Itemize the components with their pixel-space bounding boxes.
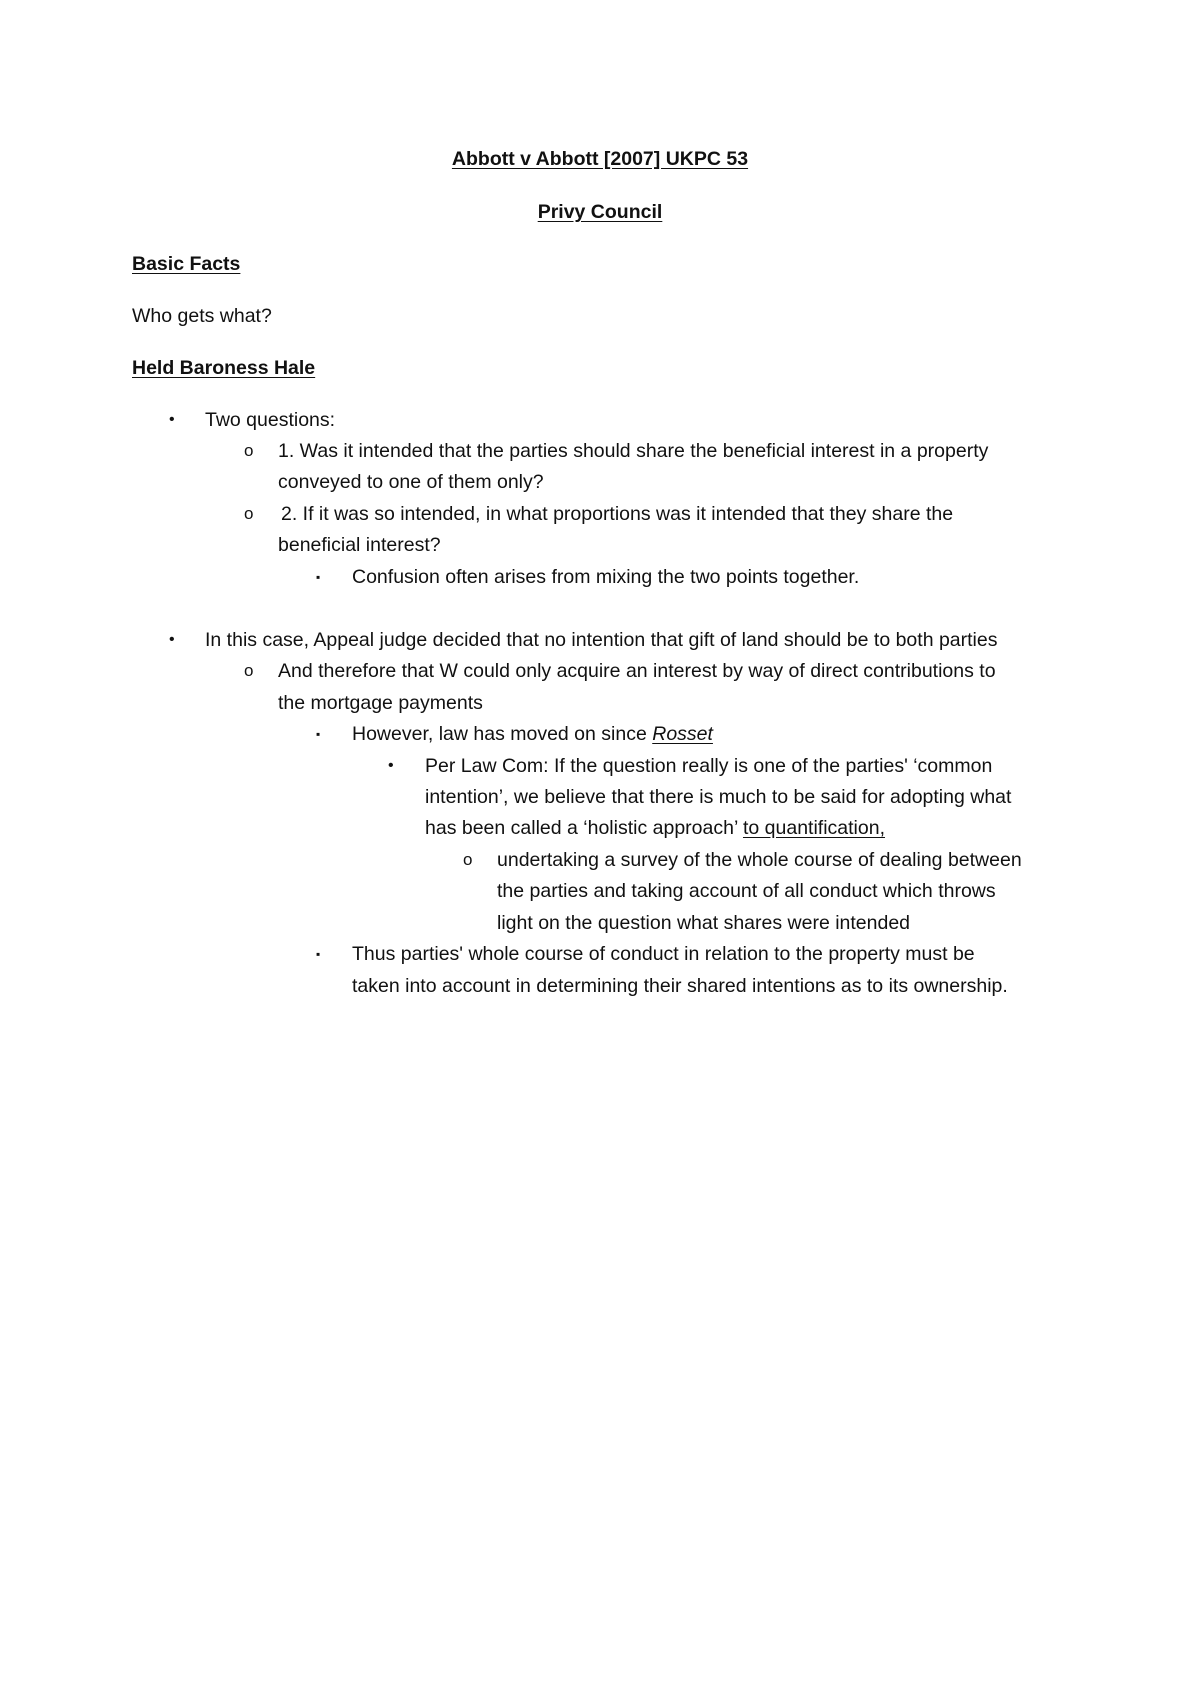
document-title: Abbott v Abbott [2007] UKPC 53 <box>451 148 749 170</box>
list-item-continuation: intention’, we believe that there is much to be said for adopting what <box>425 786 1012 808</box>
however-text: However, law has moved on since <box>352 723 653 745</box>
list-item-continuation <box>425 815 885 841</box>
list-item: 1. Was it intended that the parties should share the beneficial interest in a property <box>278 440 989 462</box>
bullet-marker: o <box>244 661 254 680</box>
facts-text: Who gets what? <box>132 305 272 327</box>
held-heading: Held Baroness Hale <box>132 357 316 379</box>
list-item-continuation: light on the question what shares were intended <box>497 912 911 934</box>
case-name-rosset: Rosset <box>652 723 713 745</box>
list-item: undertaking a survey of the whole course of dealing between <box>497 849 1022 871</box>
list-item: And therefore that W could only acquire an interest by way of direct contributions to <box>278 660 996 682</box>
bullet-marker: • <box>169 631 175 648</box>
bullet-marker: o <box>244 504 254 523</box>
bullet-marker: o <box>463 850 473 869</box>
list-item-continuation: the mortgage payments <box>278 692 483 714</box>
list-item: Confusion often arises from mixing the two points together. <box>352 566 860 588</box>
list-item: Two questions: <box>205 409 336 431</box>
bullet-marker: o <box>244 441 254 460</box>
document-subtitle: Privy Council <box>537 201 663 223</box>
bullet-marker: • <box>388 757 394 774</box>
bullet-marker: ▪ <box>316 570 321 584</box>
list-item: In this case, Appeal judge decided that no intention that gift of land should be to both parties <box>205 629 998 651</box>
quantification-text: to quantification, <box>742 817 885 839</box>
list-item: Per Law Com: If the question really is one of the parties' ‘common <box>425 755 993 777</box>
list-item-continuation: beneficial interest? <box>278 534 441 556</box>
facts-heading: Basic Facts <box>132 253 241 275</box>
list-item-continuation: taken into account in determining their shared intentions as to its ownership. <box>352 975 1008 997</box>
list-item <box>352 721 713 747</box>
lawcom-text: has been called a ‘holistic approach’ <box>425 817 743 839</box>
list-item: Thus parties' whole course of conduct in relation to the property must be <box>352 943 975 965</box>
list-item: 2. If it was so intended, in what proportions was it intended that they share the <box>281 503 954 525</box>
bullet-marker: ▪ <box>316 727 321 741</box>
bullet-marker: • <box>169 411 175 428</box>
bullet-marker: ▪ <box>316 947 321 961</box>
list-item-continuation: the parties and taking account of all conduct which throws <box>497 880 996 902</box>
list-item-continuation: conveyed to one of them only? <box>278 471 544 493</box>
